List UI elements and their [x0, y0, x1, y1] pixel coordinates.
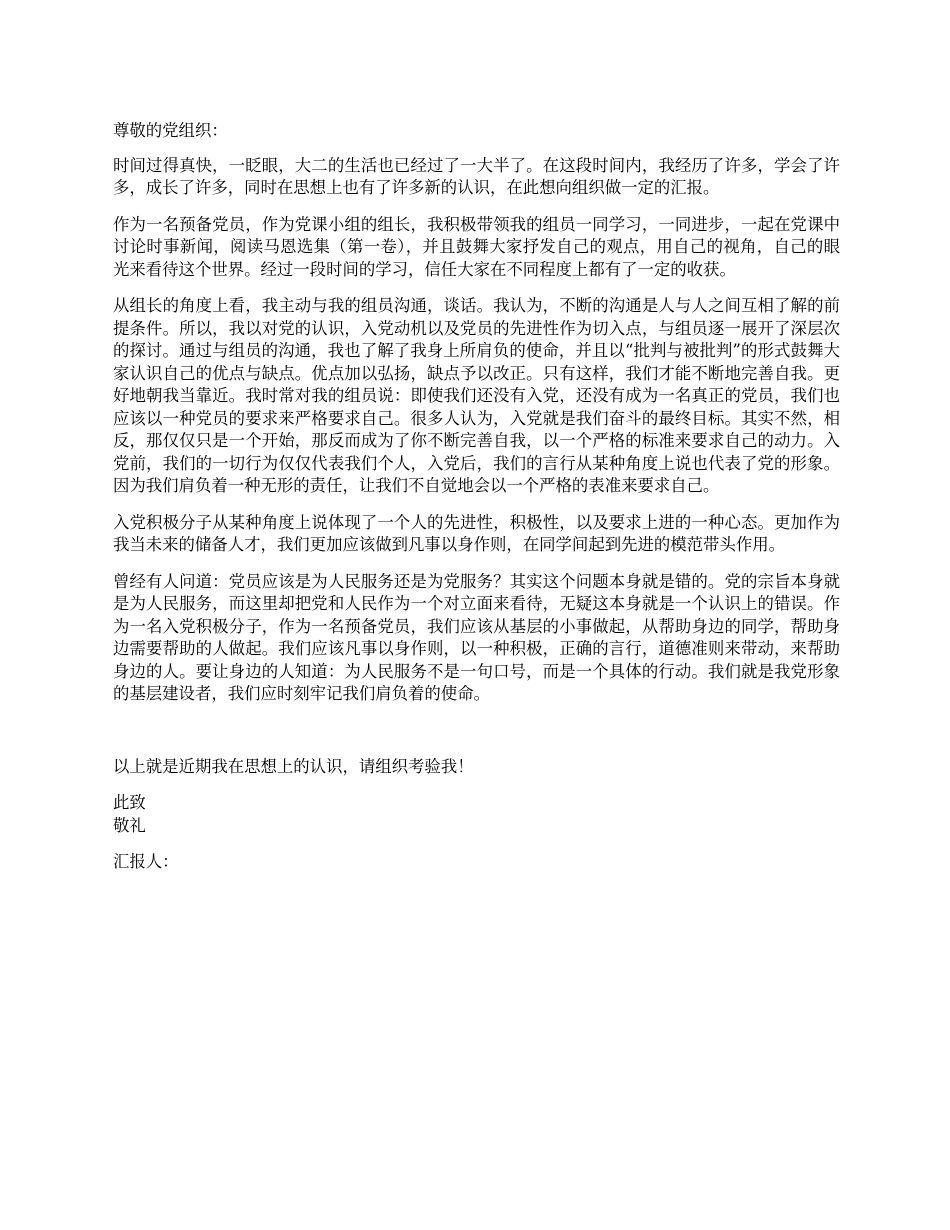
blank-space	[113, 720, 840, 756]
closing-line-2: 敬礼	[113, 815, 146, 835]
letter-signature: 汇报人：	[113, 852, 179, 871]
letter-paragraph-3: 从组长的角度上看，我主动与我的组员沟通，谈话。我认为，不断的沟通是人与人之间互相了解的前提条件。所以，我以对党的认识，入党动机以及党员的先进性作为切入点，与组员逐一展开了深层次的探讨。通过与组员的沟通，我也了解了我身上所肩负的使命，并且以“批判与被批判”的形式鼓舞大家认识自己的优点与缺点。优点加以弘扬，缺点予以改正。只有这样，我们才能不断地完善自我。更好地朝我当靠近。我时常对我的组员说：即使我们还没有入党，还没有成为一名真正的党员，我们也应该以一种党员的要求来严格要求自己。很多人认为，入党就是我们奋斗的最终目标。其实不然，相反，那仅仅只是一个开始，那反而成为了你不断完善自我，以一个严格的标准来要求自己的动力。入党前，我们的一切行为仅仅代表我们个人，入党后，我们的言行从某种角度上说也代表了党的形象。因为我们肩负着一种无形的责任，让我们不自觉地会以一个严格的表准来要求自己。	[113, 296, 840, 495]
letter-salutation: 尊敬的党组织：	[113, 121, 228, 140]
letter-closing	[113, 792, 840, 837]
letter-paragraph-5: 曾经有人问道：党员应该是为人民服务还是为党服务？其实这个问题本身就是错的。党的宗旨本身就是为人民服务，而这里却把党和人民作为一个对立面来看待，无疑这本身就是一个认识上的错误。作为一名入党积极分子，作为一名预备党员，我们应该从基层的小事做起，从帮助身边的同学，帮助身边需要帮助的人做起。我们应该凡事以身作则，以一种积极，正确的言行，道德准则来带动，来帮助身边的人。要让身边的人知道：为人民服务不是一句口号，而是一个具体的行动。我们就是我党形象的基层建设者，我们应时刻牢记我们肩负着的使命。	[113, 571, 840, 703]
letter-paragraph-4: 入党积极分子从某种角度上说体现了一个人的先进性，积极性，以及要求上进的一种心态。更加作为我当未来的储备人才，我们更加应该做到凡事以身作则，在同学间起到先进的模范带头作用。	[113, 512, 840, 554]
letter-body	[113, 120, 840, 874]
letter-conclusion: 以上就是近期我在思想上的认识，请组织考验我！	[113, 756, 474, 776]
closing-line-1: 此致	[113, 793, 146, 812]
letter-paragraph-2: 作为一名预备党员，作为党课小组的组长，我积极带领我的组员一同学习，一同进步，一起在党课中讨论时事新闻，阅读马恩选集（第一卷），并且鼓舞大家抒发自己的观点，用自己的视角，自己的眼光来看待这个世界。经过一段时间的学习，信任大家在不同程度上都有了一定的收获。	[113, 214, 840, 279]
letter-paragraph-1: 时间过得真快，一眨眼，大二的生活也已经过了一大半了。在这段时间内，我经历了许多，学会了许多，成长了许多，同时在思想上也有了许多新的认识，在此想向组织做一定的汇报。	[113, 155, 840, 197]
